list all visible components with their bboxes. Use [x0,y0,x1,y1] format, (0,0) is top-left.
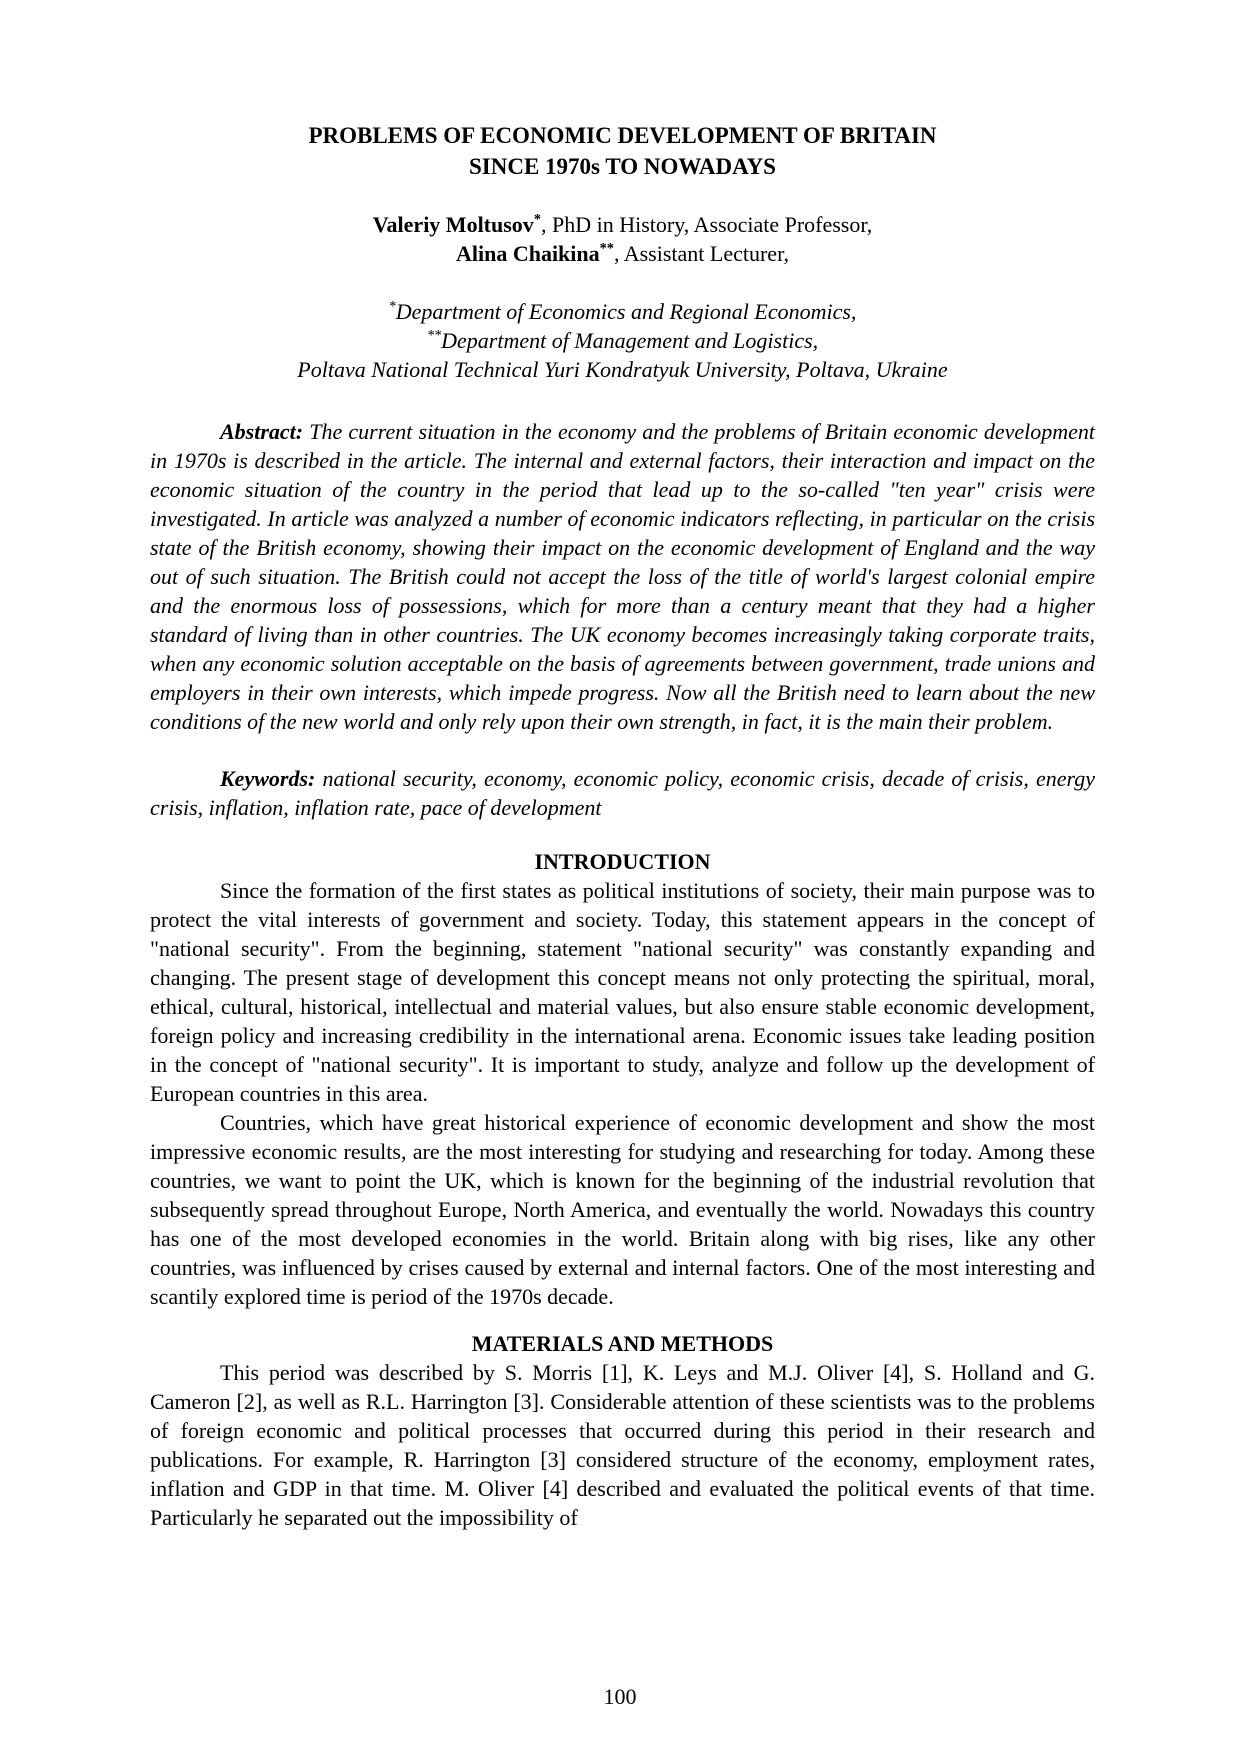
section-heading-introduction: INTRODUCTION [534,849,711,874]
author-line [150,210,1095,239]
author-footnote-marker: ** [599,240,614,257]
author-credentials: , PhD in History, Associate Professor, [540,212,873,237]
materials-paragraph-1: This period was described by S. Morris [1], K. Leys and M.J. Oliver [4], S. Holland and G. Cameron [2], as well as R.L. Harrington [3]. Considerable attention of these scientists was to the problems of foreign economic and political processes that occurred during this period in their research and publications. For example, R. Harrington [3] considered structure of the economy, employment rates, inflation and GDP in that time. M. Oliver [4] described and evaluated the political events of that time. Particularly he separated out the impossibility of [150,1360,1095,1530]
affiliation-footnote-marker: ** [426,327,442,344]
author-footnote-marker: * [533,211,541,228]
paper-title [150,120,1095,182]
affiliation-text: Poltava National Technical Yuri Kondratyuk University, Poltava, Ukraine [297,357,948,382]
affiliation-line [150,326,1095,355]
author-credentials: , Assistant Lecturer, [613,241,790,266]
introduction-paragraph-1: Since the formation of the first states as political institutions of society, their main purpose was to protect the vital interests of government and society. Today, this statement appears in the concept of "national security". From the beginning, statement "national security" was constantly expanding and changing. The present stage of development this concept means not only protecting the spiritual, moral, ethical, cultural, historical, intellectual and material values, but also ensure stable economic development, foreign policy and increasing credibility in the international arena. Economic issues take leading position in the concept of "national security". It is important to study, analyze and follow up the development of European countries in this area. [150,878,1095,1106]
introduction-paragraph-2: Countries, which have great historical experience of economic development and show the most impressive economic results, are the most interesting for studying and researching for today. Among these countries, we want to point the UK, which is known for the beginning of the industrial revolution that subsequently spread throughout Europe, North America, and eventually the world. Nowadays this country has one of the most developed economies in the world. Britain along with big rises, like any other countries, was influenced by crises caused by external and internal factors. One of the most interesting and scantily explored time is period of the 1970s decade. [150,1110,1095,1309]
affiliation-line [150,355,1095,384]
affiliation-footnote-marker: * [388,298,396,315]
author-line [150,239,1095,268]
affiliation-text: Department of Management and Logistics, [441,328,819,353]
keywords-text: national security, economy, economic policy, economic crisis, decade of crisis, energy crisis, inflation, inflation rate, pace of development [150,766,1095,820]
author-name: Valeriy Moltusov [372,212,534,237]
paper-title-line1: PROBLEMS OF ECONOMIC DEVELOPMENT OF BRITAIN [308,123,937,148]
keywords-label: Keywords: [220,766,316,791]
keywords-paragraph [150,764,1095,822]
affiliation-text: Department of Economics and Regional Economics, [395,299,857,324]
paper-title-line2: SINCE 1970s TO NOWADAYS [469,154,776,179]
page-number: 100 [603,1684,637,1709]
affiliations-block [150,297,1095,384]
abstract-paragraph [150,417,1095,736]
authors-block [150,210,1095,268]
author-name: Alina Chaikina [455,241,600,266]
abstract-text: The current situation in the economy and the problems of Britain economic development in 1970s is described in the article. The internal and external factors, their interaction and impact on the economic situation of the country in the period that lead up to the so-called "ten year" crisis were investigated. In article was analyzed a number of economic indicators reflecting, in particular on the crisis state of the British economy, showing their impact on the economic development of England and the way out of such situation. The British could not accept the loss of the title of world's largest colonial empire and the enormous loss of possessions, which for more than a century meant that they had a higher standard of living than in other countries. The UK economy becomes increasingly taking corporate traits, when any economic solution acceptable on the basis of agreements between government, trade unions and employers in their own interests, which impede progress. Now all the British need to learn about the new conditions of the new world and only rely upon their own strength, in fact, it is the main their problem. [150,419,1095,734]
abstract-label: Abstract: [220,419,304,444]
section-heading-materials-and-methods: MATERIALS AND METHODS [471,1331,774,1356]
affiliation-line [150,297,1095,326]
